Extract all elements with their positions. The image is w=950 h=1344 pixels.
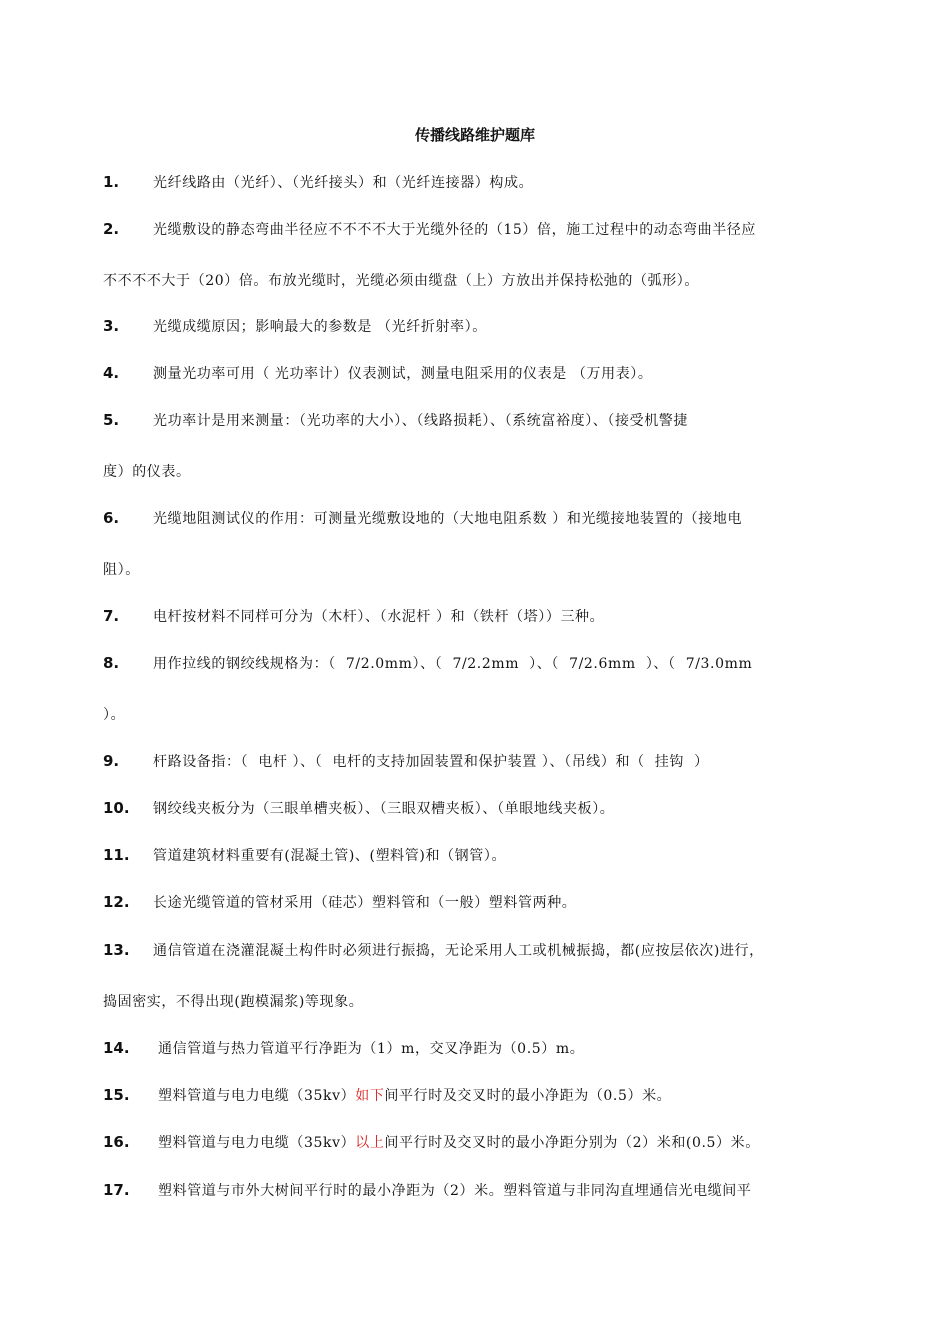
question-number: 14. [103, 1039, 130, 1057]
question-13 [103, 940, 863, 961]
question-number: 17. [103, 1181, 130, 1199]
highlighted-text: 以上 [355, 1135, 385, 1151]
question-number: 7. [103, 607, 120, 625]
question-number: 16. [103, 1133, 130, 1151]
question-text: 光缆敷设的静态弯曲半径应不不不不大于光缆外径的（15）倍，施工过程中的动态弯曲半径应 [153, 222, 757, 238]
question-number: 2. [103, 220, 120, 238]
question-text-after: 间平行时及交叉时的最小净距为（0.5）米。 [384, 1088, 672, 1104]
question-number: 10. [103, 799, 130, 817]
question-3 [103, 316, 863, 337]
highlighted-text: 如下 [355, 1088, 385, 1104]
question-6 [103, 508, 863, 529]
question-text: 塑料管道与市外大树间平行时的最小净距为（2）米。塑料管道与非同沟直埋通信光电缆间平 [158, 1183, 752, 1199]
question-6-continuation: 阻）。 [103, 562, 140, 578]
question-5-continuation: 度）的仪表。 [103, 464, 191, 480]
question-9 [103, 751, 863, 772]
question-12 [103, 892, 863, 913]
question-number: 5. [103, 411, 120, 429]
question-14 [103, 1038, 863, 1059]
question-1 [103, 172, 863, 193]
question-text: 长途光缆管道的管材采用（硅芯）塑料管和（一般）塑料管两种。 [153, 895, 577, 911]
question-text: 通信管道与热力管道平行净距为（1）m，交叉净距为（0.5）m。 [158, 1041, 585, 1057]
question-number: 13. [103, 941, 130, 959]
question-8 [103, 653, 863, 674]
question-number: 9. [103, 752, 120, 770]
question-text: 测量光功率可用（ 光功率计）仪表测试，测量电阻采用的仪表是 （万用表）。 [153, 366, 653, 382]
question-number: 1. [103, 173, 120, 191]
question-15 [103, 1085, 863, 1106]
question-text-before: 塑料管道与电力电缆（35kv） [158, 1088, 356, 1104]
question-13-continuation: 捣固密实，不得出现(跑模漏浆)等现象。 [103, 994, 364, 1010]
question-8-continuation: ）。 [103, 707, 126, 723]
question-number: 4. [103, 364, 120, 382]
question-2 [103, 219, 863, 240]
page-title: 传播线路维护题库 [414, 126, 535, 144]
question-text: 钢绞线夹板分为（三眼单槽夹板）、（三眼双槽夹板）、（单眼地线夹板）。 [153, 801, 615, 817]
question-number: 6. [103, 509, 120, 527]
question-number: 3. [103, 317, 120, 335]
question-text: 光缆成缆原因；影响最大的参数是 （光纤折射率）。 [153, 319, 487, 335]
question-number: 15. [103, 1086, 130, 1104]
question-text-after: 间平行时及交叉时的最小净距分别为（2）米和(0.5）米。 [384, 1135, 760, 1151]
question-text: 杆路设备指：（ 电杆 ）、（ 电杆的支持加固装置和保护装置 ）、（吊线）和（ 挂钩 ） [153, 754, 709, 770]
question-text: 光缆地阻测试仪的作用：可测量光缆敷设地的（大地电阻系数 ）和光缆接地装置的（接地电 [153, 511, 743, 527]
question-number: 11. [103, 846, 130, 864]
question-text: 通信管道在浇灌混凝土构件时必须进行振捣，无论采用人工或机械振捣，都(应按层依次)进行， [153, 943, 764, 959]
question-16 [103, 1132, 863, 1153]
question-number: 12. [103, 893, 130, 911]
question-text-before: 塑料管道与电力电缆（35kv） [158, 1135, 356, 1151]
question-text: 光功率计是用来测量：（光功率的大小）、（线路损耗）、（系统富裕度）、（接受机警捷 [153, 413, 688, 429]
question-number: 8. [103, 654, 120, 672]
question-text: 管道建筑材料重要有(混凝土管)、(塑料管)和（钢管）。 [153, 848, 507, 864]
question-text: 光纤线路由（光纤）、（光纤接头）和（光纤连接器）构成。 [153, 175, 534, 191]
question-text: 电杆按材料不同样可分为（木杆）、（水泥杆 ）和（铁杆（塔））三种。 [153, 609, 605, 625]
question-4 [103, 363, 863, 384]
question-7 [103, 606, 863, 627]
question-10 [103, 798, 863, 819]
question-11 [103, 845, 863, 866]
question-5 [103, 410, 863, 431]
question-2-continuation: 不不不不大于（20）倍。布放光缆时，光缆必须由缆盘（上）方放出并保持松弛的（弧形）。 [103, 273, 700, 289]
question-17 [103, 1180, 863, 1201]
question-text: 用作拉线的钢绞线规格为：（ 7/2.0mm）、（ 7/2.2mm ）、（ 7/2.6mm ）、（ 7/3.0mm [153, 656, 753, 672]
